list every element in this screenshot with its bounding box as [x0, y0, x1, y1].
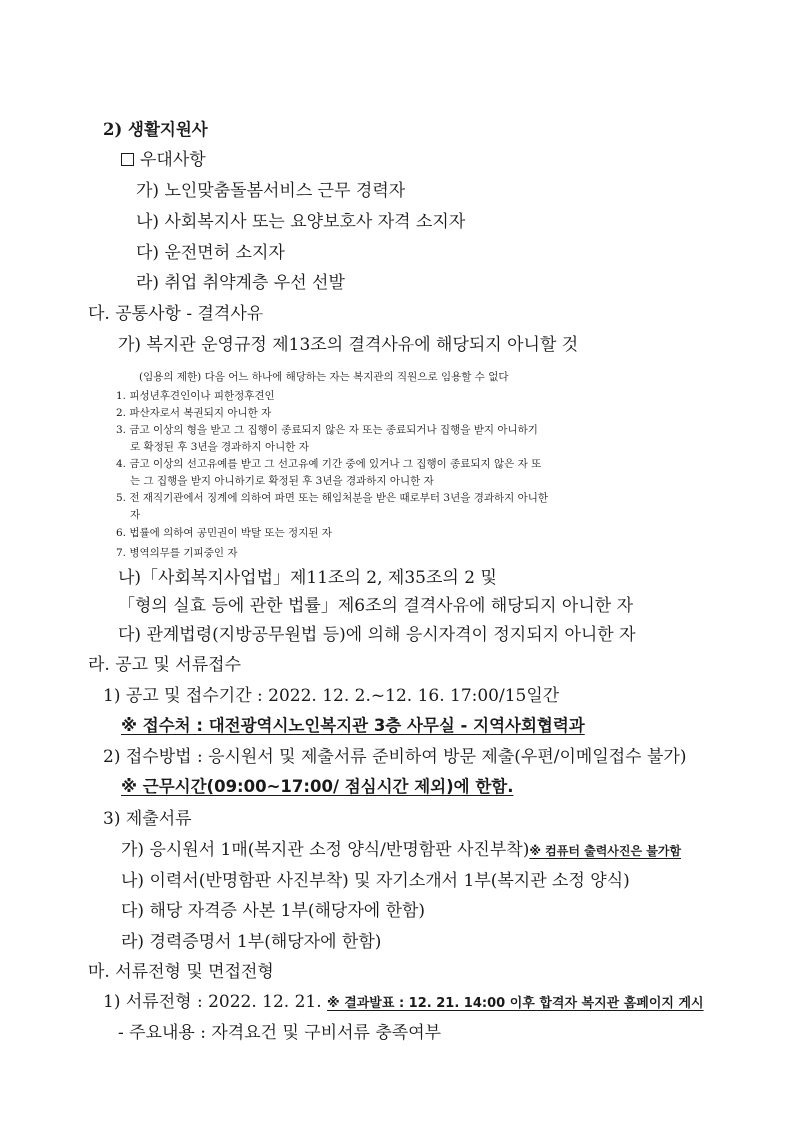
common-item-na-line2: 「형의 실효 등에 관한 법률」제6조의 결격사유에 해당되지 아니한 자 — [118, 596, 634, 616]
checkbox-square-icon — [121, 153, 134, 166]
document-item-ga-text: 가) 응시원서 1매(복지관 소정 양식/반명함판 사진부착) — [121, 840, 530, 860]
screening-main-content: - 주요내용 : 자격요건 및 구비서류 충족여부 — [118, 1023, 442, 1043]
preference-item-na: 나) 사회복지사 또는 요양보호사 자격 소지자 — [136, 212, 466, 232]
notice-place-note: ※ 접수처 : 대전광역시노인복지관 3층 사무실 - 지역사회협력과 — [121, 716, 585, 735]
notice-method: 2) 접수방법 : 응시원서 및 제출서류 준비하여 방문 제출(우편/이메일접수 불가) — [103, 747, 687, 767]
restriction-line: 6. 법률에 의하여 공민권이 박탈 또는 정지된 자 — [116, 527, 332, 539]
restriction-line: 자 — [130, 509, 141, 521]
document-item-ga — [121, 842, 681, 859]
preference-heading-text: 우대사항 — [140, 150, 206, 170]
screening-heading: 마. 서류전형 및 면접전형 — [88, 962, 274, 982]
document-screening-text: 1) 서류전형 : 2022. 12. 21. — [103, 992, 322, 1012]
restriction-line: 5. 전 재직기관에서 징계에 의하여 파면 또는 해임처분을 받은 때로부터 3년을 경과하지 아니한 — [116, 492, 549, 504]
document-item-na: 나) 이력서(반명함판 사진부착) 및 자기소개서 1부(복지관 소정 양식) — [121, 871, 630, 891]
restriction-line: 3. 금고 이상의 형을 받고 그 집행이 종료되지 않은 자 또는 종료되거나 집행을 받지 아니하기 — [116, 424, 538, 436]
restriction-line: 로 확정된 후 3년을 경과하지 아니한 자 — [130, 441, 309, 453]
document-item-da: 다) 해당 자격증 사본 1부(해당자에 한함) — [121, 901, 426, 921]
restriction-line: 2. 파산자로서 복권되지 아니한 자 — [116, 407, 272, 419]
notice-period: 1) 공고 및 접수기간 : 2022. 12. 2.~12. 16. 17:00/15일간 — [103, 686, 560, 706]
restriction-line: 1. 피성년후견인이나 피한정후견인 — [116, 390, 275, 402]
common-heading: 다. 공통사항 - 결격사유 — [88, 304, 264, 324]
common-item-ga: 가) 복지관 운영규정 제13조의 결격사유에 해당되지 아니할 것 — [118, 335, 579, 355]
restriction-intro: (임용의 제한) 다음 어느 하나에 해당하는 자는 복지관의 직원으로 임용할 수 없다 — [139, 371, 509, 383]
document-item-ga-note: ※ 컴퓨터 출력사진은 불가함 — [529, 844, 682, 858]
restriction-line: 7. 병역의무를 기피중인 자 — [116, 547, 238, 559]
common-item-da: 다) 관계법령(지방공무원법 등)에 의해 응시자격이 정지되지 아니한 자 — [118, 625, 636, 645]
preference-item-ga: 가) 노인맞춤돌봄서비스 근무 경력자 — [136, 181, 406, 201]
restriction-line: 4. 금고 이상의 선고유예를 받고 그 선고유예 기간 중에 있거나 그 집행이 종료되지 않은 자 또 — [116, 458, 542, 470]
document-item-ra: 라) 경력증명서 1부(해당자에 한함) — [121, 932, 382, 952]
restriction-line: 는 그 집행을 받지 아니하기로 확정된 후 3년을 경과하지 아니한 자 — [130, 475, 434, 487]
notice-heading: 라. 공고 및 서류접수 — [88, 655, 241, 675]
common-item-na-line1: 나)「사회복지사업법」제11조의 2, 제35조의 2 및 — [118, 568, 497, 588]
document-screening — [103, 994, 704, 1011]
documents-heading: 3) 제출서류 — [103, 809, 192, 829]
result-announcement-note: ※ 결과발표 : 12. 21. 14:00 이후 합격자 복지관 홈페이지 게시 — [327, 996, 704, 1011]
preference-item-ra: 라) 취업 취약계층 우선 선발 — [136, 273, 345, 293]
preference-heading — [121, 152, 206, 169]
notice-hours-note: ※ 근무시간(09:00~17:00/ 점심시간 제외)에 한함. — [121, 777, 514, 796]
preference-item-da: 다) 운전면허 소지자 — [136, 243, 285, 263]
living-support-heading: 2) 생활지원사 — [103, 120, 208, 139]
